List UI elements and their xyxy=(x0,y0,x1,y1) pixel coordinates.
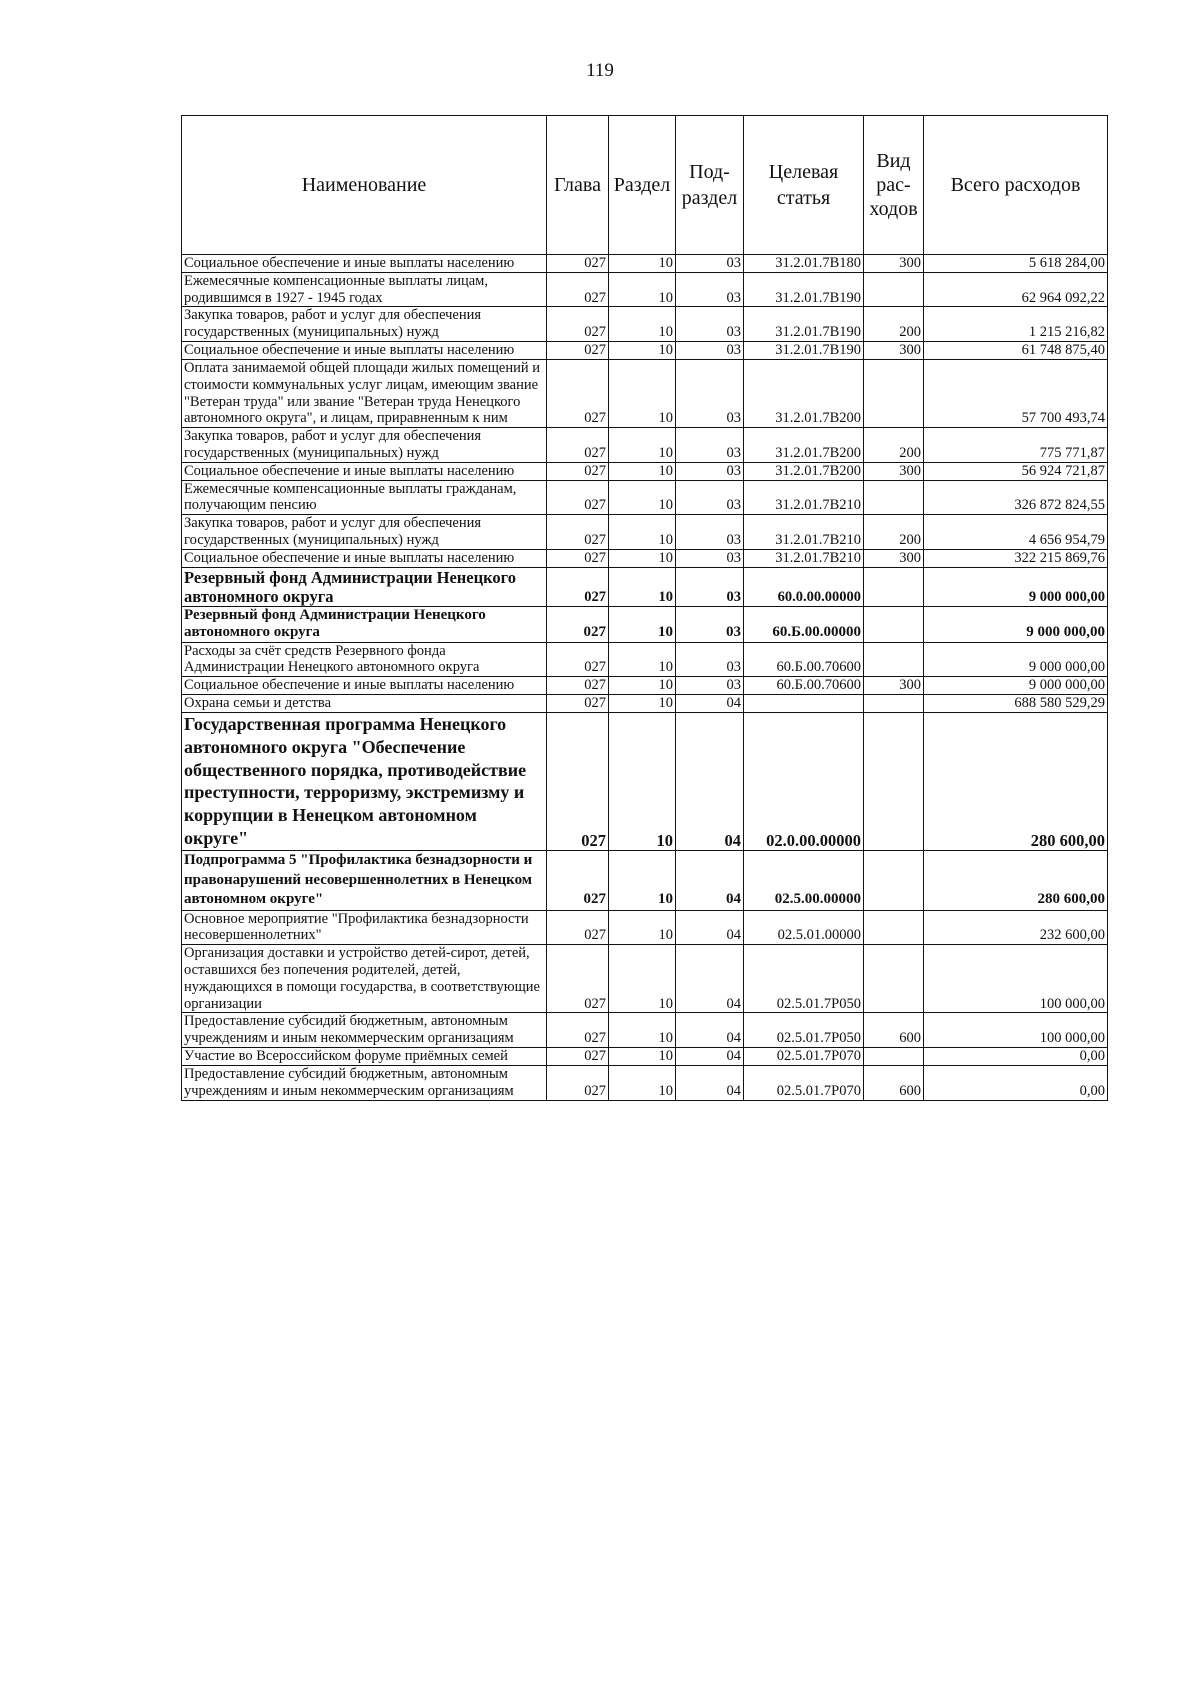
cell-section: 10 xyxy=(609,480,676,515)
cell-section: 10 xyxy=(609,307,676,342)
cell-name: Участие во Всероссийском форуме приёмных семей xyxy=(182,1048,547,1066)
cell-target: 02.0.00.00000 xyxy=(744,712,864,850)
cell-target: 02.5.00.00000 xyxy=(744,851,864,911)
cell-target: 31.2.01.7В210 xyxy=(744,515,864,550)
cell-target: 60.Б.00.00000 xyxy=(744,606,864,642)
cell-type xyxy=(864,606,924,642)
cell-subsection: 03 xyxy=(676,307,744,342)
cell-section: 10 xyxy=(609,255,676,273)
cell-total: 280 600,00 xyxy=(924,851,1108,911)
cell-total: 5 618 284,00 xyxy=(924,255,1108,273)
cell-total: 0,00 xyxy=(924,1065,1108,1100)
cell-name: Закупка товаров, работ и услуг для обеспечения государственных (муниципальных) нужд xyxy=(182,428,547,463)
cell-type: 300 xyxy=(864,677,924,695)
cell-name: Социальное обеспечение и иные выплаты населению xyxy=(182,342,547,360)
cell-chapter: 027 xyxy=(547,549,609,567)
cell-name: Предоставление субсидий бюджетным, автономным учреждениям и иным некоммерческим организациям xyxy=(182,1013,547,1048)
cell-target: 60.Б.00.70600 xyxy=(744,642,864,677)
table-body xyxy=(182,255,1108,1101)
cell-chapter: 027 xyxy=(547,462,609,480)
cell-section: 10 xyxy=(609,462,676,480)
cell-subsection: 04 xyxy=(676,910,744,945)
cell-subsection: 03 xyxy=(676,462,744,480)
cell-target: 02.5.01.7Р070 xyxy=(744,1065,864,1100)
cell-subsection: 03 xyxy=(676,255,744,273)
table-header-row xyxy=(182,116,1108,255)
cell-total: 62 964 092,22 xyxy=(924,272,1108,307)
cell-name: Предоставление субсидий бюджетным, автономным учреждениям и иным некоммерческим организациям xyxy=(182,1065,547,1100)
table-row xyxy=(182,677,1108,695)
cell-section: 10 xyxy=(609,567,676,606)
cell-target: 02.5.01.7Р050 xyxy=(744,1013,864,1048)
cell-type: 300 xyxy=(864,255,924,273)
cell-section: 10 xyxy=(609,606,676,642)
cell-chapter: 027 xyxy=(547,428,609,463)
header-target: Целевая статья xyxy=(744,116,864,255)
cell-section: 10 xyxy=(609,1065,676,1100)
cell-target: 31.2.01.7В200 xyxy=(744,462,864,480)
table-row xyxy=(182,642,1108,677)
cell-section: 10 xyxy=(609,428,676,463)
cell-name: Социальное обеспечение и иные выплаты населению xyxy=(182,677,547,695)
cell-name: Ежемесячные компенсационные выплаты гражданам, получающим пенсию xyxy=(182,480,547,515)
cell-name: Подпрограмма 5 "Профилактика безнадзорности и правонарушений несовершеннолетних в Ненецком автономном округе" xyxy=(182,851,547,911)
cell-total: 4 656 954,79 xyxy=(924,515,1108,550)
cell-target: 31.2.01.7В180 xyxy=(744,255,864,273)
cell-chapter: 027 xyxy=(547,480,609,515)
cell-total: 232 600,00 xyxy=(924,910,1108,945)
cell-total: 1 215 216,82 xyxy=(924,307,1108,342)
cell-name: Социальное обеспечение и иные выплаты населению xyxy=(182,549,547,567)
cell-chapter: 027 xyxy=(547,695,609,713)
table-row xyxy=(182,712,1108,850)
cell-section: 10 xyxy=(609,712,676,850)
cell-subsection: 04 xyxy=(676,851,744,911)
cell-total: 688 580 529,29 xyxy=(924,695,1108,713)
header-name: Наименование xyxy=(182,116,547,255)
cell-total: 9 000 000,00 xyxy=(924,642,1108,677)
cell-subsection: 03 xyxy=(676,677,744,695)
cell-name: Резервный фонд Администрации Ненецкого автономного округа xyxy=(182,567,547,606)
table-row xyxy=(182,480,1108,515)
cell-subsection: 04 xyxy=(676,945,744,1013)
cell-subsection: 04 xyxy=(676,1048,744,1066)
cell-name: Основное мероприятие "Профилактика безнадзорности несовершеннолетних" xyxy=(182,910,547,945)
cell-subsection: 04 xyxy=(676,1065,744,1100)
cell-subsection: 03 xyxy=(676,428,744,463)
cell-target: 02.5.01.7Р070 xyxy=(744,1048,864,1066)
cell-subsection: 03 xyxy=(676,480,744,515)
cell-chapter: 027 xyxy=(547,1065,609,1100)
header-subsection: Под- раздел xyxy=(676,116,744,255)
cell-subsection: 03 xyxy=(676,606,744,642)
cell-chapter: 027 xyxy=(547,307,609,342)
cell-chapter: 027 xyxy=(547,1048,609,1066)
cell-target: 31.2.01.7В190 xyxy=(744,307,864,342)
cell-target: 60.0.00.00000 xyxy=(744,567,864,606)
cell-type xyxy=(864,567,924,606)
table-row xyxy=(182,359,1108,427)
cell-target: 31.2.01.7В210 xyxy=(744,549,864,567)
cell-chapter: 027 xyxy=(547,910,609,945)
table-row xyxy=(182,1065,1108,1100)
cell-type xyxy=(864,1048,924,1066)
cell-type: 300 xyxy=(864,549,924,567)
cell-total: 56 924 721,87 xyxy=(924,462,1108,480)
cell-chapter: 027 xyxy=(547,606,609,642)
cell-total: 100 000,00 xyxy=(924,945,1108,1013)
cell-type: 200 xyxy=(864,428,924,463)
cell-subsection: 03 xyxy=(676,642,744,677)
table-row xyxy=(182,910,1108,945)
table-row xyxy=(182,549,1108,567)
table-row xyxy=(182,428,1108,463)
cell-chapter: 027 xyxy=(547,677,609,695)
table-row xyxy=(182,462,1108,480)
cell-target: 31.2.01.7В200 xyxy=(744,428,864,463)
table-row xyxy=(182,567,1108,606)
cell-type xyxy=(864,695,924,713)
cell-subsection: 03 xyxy=(676,567,744,606)
table-row xyxy=(182,272,1108,307)
table-row xyxy=(182,1048,1108,1066)
cell-section: 10 xyxy=(609,272,676,307)
cell-target: 31.2.01.7В200 xyxy=(744,359,864,427)
cell-target: 31.2.01.7В190 xyxy=(744,272,864,307)
cell-section: 10 xyxy=(609,851,676,911)
cell-chapter: 027 xyxy=(547,642,609,677)
cell-total: 280 600,00 xyxy=(924,712,1108,850)
cell-target xyxy=(744,695,864,713)
cell-target: 02.5.01.00000 xyxy=(744,910,864,945)
table-row xyxy=(182,307,1108,342)
cell-subsection: 04 xyxy=(676,1013,744,1048)
cell-chapter: 027 xyxy=(547,712,609,850)
cell-chapter: 027 xyxy=(547,567,609,606)
header-type: Вид рас- ходов xyxy=(864,116,924,255)
cell-chapter: 027 xyxy=(547,945,609,1013)
cell-subsection: 03 xyxy=(676,359,744,427)
table-row xyxy=(182,1013,1108,1048)
cell-total: 322 215 869,76 xyxy=(924,549,1108,567)
cell-type: 200 xyxy=(864,515,924,550)
cell-section: 10 xyxy=(609,642,676,677)
cell-chapter: 027 xyxy=(547,342,609,360)
cell-type xyxy=(864,910,924,945)
cell-type xyxy=(864,851,924,911)
header-total: Всего расходов xyxy=(924,116,1108,255)
cell-name: Ежемесячные компенсационные выплаты лицам, родившимся в 1927 - 1945 годах xyxy=(182,272,547,307)
cell-subsection: 03 xyxy=(676,515,744,550)
budget-table xyxy=(181,115,1108,1101)
page-number: 119 xyxy=(586,60,614,81)
cell-section: 10 xyxy=(609,1013,676,1048)
cell-target: 31.2.01.7В210 xyxy=(744,480,864,515)
cell-name: Организация доставки и устройство детей-сирот, детей, оставшихся без попечения родителей, детей, нуждающихся в помощи государства, в соответствующие организации xyxy=(182,945,547,1013)
table-row xyxy=(182,606,1108,642)
cell-chapter: 027 xyxy=(547,272,609,307)
cell-name: Закупка товаров, работ и услуг для обеспечения государственных (муниципальных) нужд xyxy=(182,307,547,342)
cell-name: Оплата занимаемой общей площади жилых помещений и стоимости коммунальных услуг лицам, имеющим звание "Ветеран труда" или звание "Ветеран труда Ненецкого автономного округа", и лицам, приравненным к ним xyxy=(182,359,547,427)
cell-section: 10 xyxy=(609,677,676,695)
cell-total: 9 000 000,00 xyxy=(924,567,1108,606)
cell-type: 300 xyxy=(864,342,924,360)
header-chapter: Глава xyxy=(547,116,609,255)
cell-name: Резервный фонд Администрации Ненецкого автономного округа xyxy=(182,606,547,642)
table-row xyxy=(182,851,1108,911)
cell-chapter: 027 xyxy=(547,359,609,427)
cell-total: 326 872 824,55 xyxy=(924,480,1108,515)
cell-total: 0,00 xyxy=(924,1048,1108,1066)
cell-name: Закупка товаров, работ и услуг для обеспечения государственных (муниципальных) нужд xyxy=(182,515,547,550)
cell-subsection: 04 xyxy=(676,695,744,713)
cell-type xyxy=(864,642,924,677)
cell-total: 9 000 000,00 xyxy=(924,606,1108,642)
cell-type xyxy=(864,359,924,427)
table-row xyxy=(182,515,1108,550)
cell-section: 10 xyxy=(609,910,676,945)
cell-type xyxy=(864,712,924,850)
cell-total: 61 748 875,40 xyxy=(924,342,1108,360)
cell-type xyxy=(864,945,924,1013)
cell-target: 31.2.01.7В190 xyxy=(744,342,864,360)
cell-subsection: 03 xyxy=(676,272,744,307)
cell-section: 10 xyxy=(609,342,676,360)
cell-total: 9 000 000,00 xyxy=(924,677,1108,695)
cell-chapter: 027 xyxy=(547,515,609,550)
cell-name: Государственная программа Ненецкого автономного округа "Обеспечение общественного порядка, противодействие преступности, терроризму, экстремизму и коррупции в Ненецком автономном округе" xyxy=(182,712,547,850)
cell-section: 10 xyxy=(609,695,676,713)
cell-type: 600 xyxy=(864,1065,924,1100)
cell-total: 100 000,00 xyxy=(924,1013,1108,1048)
table-row xyxy=(182,695,1108,713)
cell-subsection: 04 xyxy=(676,712,744,850)
cell-section: 10 xyxy=(609,1048,676,1066)
cell-total: 775 771,87 xyxy=(924,428,1108,463)
cell-name: Социальное обеспечение и иные выплаты населению xyxy=(182,255,547,273)
cell-section: 10 xyxy=(609,549,676,567)
cell-type xyxy=(864,480,924,515)
cell-name: Социальное обеспечение и иные выплаты населению xyxy=(182,462,547,480)
table-row xyxy=(182,342,1108,360)
cell-chapter: 027 xyxy=(547,255,609,273)
cell-section: 10 xyxy=(609,359,676,427)
table-row xyxy=(182,945,1108,1013)
cell-section: 10 xyxy=(609,515,676,550)
cell-chapter: 027 xyxy=(547,1013,609,1048)
cell-target: 02.5.01.7Р050 xyxy=(744,945,864,1013)
cell-type: 200 xyxy=(864,307,924,342)
cell-subsection: 03 xyxy=(676,342,744,360)
cell-section: 10 xyxy=(609,945,676,1013)
cell-type xyxy=(864,272,924,307)
table-row xyxy=(182,255,1108,273)
cell-total: 57 700 493,74 xyxy=(924,359,1108,427)
header-section: Раздел xyxy=(609,116,676,255)
cell-type: 600 xyxy=(864,1013,924,1048)
cell-subsection: 03 xyxy=(676,549,744,567)
cell-name: Охрана семьи и детства xyxy=(182,695,547,713)
cell-chapter: 027 xyxy=(547,851,609,911)
cell-name: Расходы за счёт средств Резервного фонда Администрации Ненецкого автономного округа xyxy=(182,642,547,677)
cell-target: 60.Б.00.70600 xyxy=(744,677,864,695)
cell-type: 300 xyxy=(864,462,924,480)
